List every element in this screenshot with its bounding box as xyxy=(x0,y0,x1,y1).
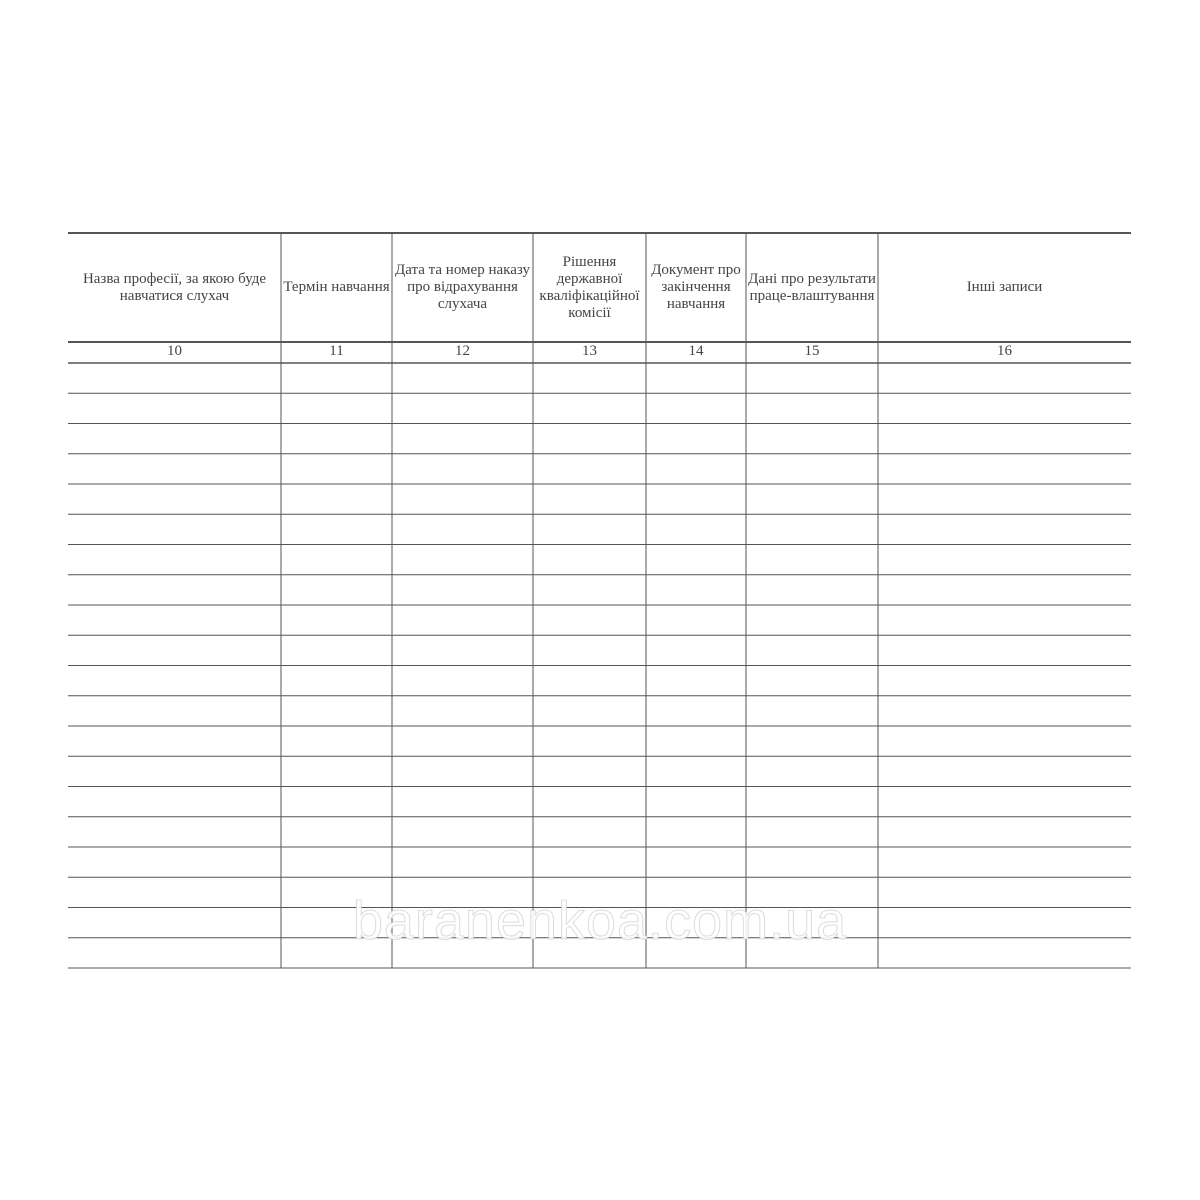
column-number-15: 15 xyxy=(804,343,820,359)
column-header-employment-results: Дані про результати праце-влаштування xyxy=(748,270,876,304)
column-number-13: 13 xyxy=(582,343,597,359)
column-number-11: 11 xyxy=(329,343,344,359)
watermark: baranenkoa.com.ua xyxy=(352,891,848,951)
column-header-profession: Назва професії, за якою буде навчатися слухач xyxy=(82,270,267,304)
column-number-16: 16 xyxy=(997,343,1012,359)
column-header-expulsion-order: Дата та номер наказу про відрахування слухача xyxy=(395,262,530,312)
column-header-commission-decision: Рішення державної кваліфікаційної комісії xyxy=(539,253,640,321)
column-header-other-notes: Інші записи xyxy=(966,279,1043,295)
column-header-completion-document: Документ про закінчення навчання xyxy=(651,262,741,312)
column-number-14: 14 xyxy=(688,343,704,359)
column-number-10: 10 xyxy=(167,343,182,359)
column-number-12: 12 xyxy=(455,343,470,359)
column-header-term: Термін навчання xyxy=(283,279,390,295)
